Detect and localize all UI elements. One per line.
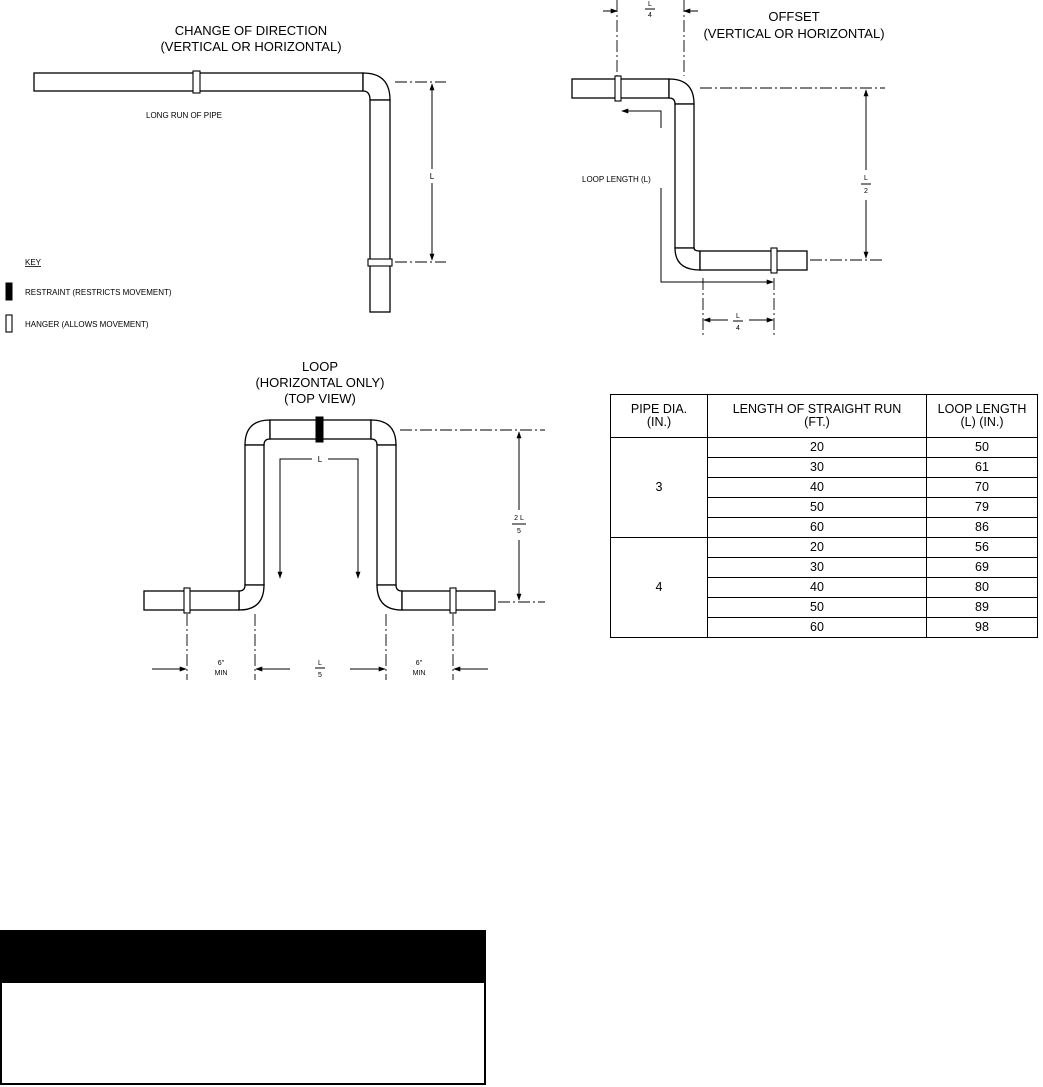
straight-run-cell: 30 [708,558,927,578]
header-straight-run: LENGTH OF STRAIGHT RUN (FT.) [708,395,927,438]
top-left-elbow [245,420,270,445]
hanger-symbol [368,259,392,266]
warning-header [2,932,484,983]
table-row [611,438,1038,458]
hanger-symbol [771,248,777,273]
straight-run-cell: 20 [708,538,927,558]
straight-run-cell: 40 [708,478,927,498]
lower-pipe [700,251,807,270]
key-legend [6,258,172,332]
loop-length-cell: 86 [927,518,1038,538]
loop-length-cell: 98 [927,618,1038,638]
straight-run-cell: 30 [708,458,927,478]
offset-title: OFFSET [768,9,820,24]
loop-length-cell: 61 [927,458,1038,478]
top-right-elbow [371,420,396,445]
bottom-right-elbow [377,585,402,610]
loop-length-cell: 79 [927,498,1038,518]
top-dim-numerator: L [648,1,652,8]
right-min-value: 6" [415,660,423,667]
bottom-dim-numerator: L [736,313,740,320]
side-dim-numerator: 2 L [514,515,524,522]
elbow-fitting [363,73,390,100]
lower-elbow [675,248,700,270]
loop-length-cell: 56 [927,538,1038,558]
left-run-pipe [144,591,239,610]
table-row [611,538,1038,558]
pipe-diameter-cell: 3 [611,438,708,538]
inner-l-arrow [280,459,312,578]
loop-length-table [610,394,1038,638]
straight-run-cell: 40 [708,578,927,598]
straight-run-cell: 60 [708,618,927,638]
hanger-symbol [615,76,621,101]
warning-box [0,930,486,1085]
side-dim-denominator: 2 [864,188,868,195]
loop-length-cell: 89 [927,598,1038,618]
mid-dim-denominator: 5 [318,672,322,679]
side-dim-denominator: 5 [517,528,521,535]
offset-pipe [675,104,694,248]
inner-l-arrow [328,459,358,578]
loop-length-cell: 50 [927,438,1038,458]
loop-length-cell: 80 [927,578,1038,598]
hanger-symbol [193,71,200,93]
loop-length-label: LOOP LENGTH (L) [582,175,651,184]
straight-run-cell: 50 [708,498,927,518]
change-of-direction-title: CHANGE OF DIRECTION [174,23,328,38]
dimension-l-label: L [429,172,435,181]
straight-run-cell: 50 [708,598,927,618]
loop-length-arrow [622,111,661,128]
bottom-dim-denominator: 4 [736,325,740,332]
loop-title: LOOP [301,359,339,374]
loop-subtitle-view: (TOP VIEW) [284,391,356,406]
change-of-direction-subtitle: (VERTICAL OR HORIZONTAL) [160,39,342,54]
inner-l-label: L [317,455,323,464]
offset-subtitle: (VERTICAL OR HORIZONTAL) [703,26,885,41]
straight-run-cell: 60 [708,518,927,538]
table-header-row [611,395,1038,438]
key-title: KEY [25,258,42,267]
header-loop-length: LOOP LENGTH (L) (IN.) [927,395,1038,438]
left-min-text: MIN [214,670,228,677]
warning-body [2,983,484,999]
offset-diagram [572,0,885,338]
loop-diagram [144,359,545,680]
pipe-diameter-cell: 4 [611,538,708,638]
left-leg-pipe [245,445,264,585]
upper-elbow [669,79,694,104]
mid-dim-numerator: L [318,660,322,667]
right-leg-pipe [377,445,396,585]
change-of-direction-diagram [34,23,446,312]
top-dim-denominator: 4 [648,12,652,19]
hanger-symbol [450,588,456,613]
hanger-icon [6,315,12,332]
loop-subtitle: (HORIZONTAL ONLY) [255,375,385,390]
header-pipe-dia: PIPE DIA. (IN.) [611,395,708,438]
loop-length-cell: 69 [927,558,1038,578]
hanger-symbol [184,588,190,613]
loop-length-cell: 70 [927,478,1038,498]
restraint-label: RESTRAINT (RESTRICTS MOVEMENT) [25,288,172,297]
right-min-text: MIN [412,670,426,677]
restraint-icon [6,283,12,300]
restraint-symbol [316,417,323,442]
bottom-left-elbow [239,585,264,610]
straight-run-cell: 20 [708,438,927,458]
left-min-value: 6" [217,660,225,667]
vertical-pipe [370,100,390,312]
hanger-label: HANGER (ALLOWS MOVEMENT) [25,320,149,329]
long-run-label: LONG RUN OF PIPE [146,111,223,120]
side-dim-numerator: L [864,175,868,182]
right-run-pipe [402,591,495,610]
